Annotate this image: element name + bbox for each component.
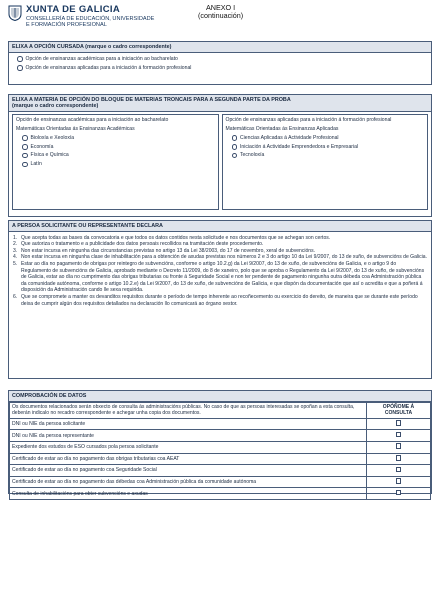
oppose-checkbox[interactable] xyxy=(396,455,402,461)
section-title: COMPROBACIÓN DE DATOS xyxy=(9,391,431,402)
table-row: Certificado de estar ao día no pagamento das débedas coa Administración pública da comunidade autónoma xyxy=(10,476,431,488)
xunta-emblem-icon xyxy=(8,5,22,21)
oppose-header: OPÓÑOME Á CONSULTA xyxy=(367,402,431,418)
oppose-checkbox[interactable] xyxy=(396,443,402,449)
declaration-list xyxy=(9,232,431,308)
table-intro: Os documentos relacionados serán obxecto de consulta ás administracións públicas. No caso de que as persoas interesadas se opoñan a esta consulta, deberán indicalo no recadro correspondente e achegar unha copia dos documentos. xyxy=(10,402,367,418)
option-academicas-row[interactable]: Opción de ensinanzas académicas para a iniciación ao bacharelato xyxy=(9,55,431,64)
table-row: DNI ou NIE da persoa representante xyxy=(10,430,431,442)
radio-button[interactable] xyxy=(232,153,238,159)
table-row: DNI ou NIE da persoa solicitante xyxy=(10,418,431,430)
table-row: Expediente dos estudos de ESO cursados pola persoa solicitante xyxy=(10,441,431,453)
declaration-section xyxy=(8,220,432,379)
option-cursada-section xyxy=(8,41,432,85)
subject-option[interactable]: Economía xyxy=(16,143,215,152)
radio-button[interactable] xyxy=(22,153,28,159)
option-aplicadas-row[interactable]: Opción de ensinanzas aplicadas para a iniciación á formación profesional xyxy=(9,64,431,73)
subject-option[interactable]: Ciencias Aplicadas á Actividade Profesional xyxy=(226,134,425,143)
list-item: 1. Que acepta todas as bases da convocatoria e que todos os datos contidos nesta solicitude e nos documentos que se achegan son certos. xyxy=(13,234,331,241)
verification-table xyxy=(9,402,431,500)
subject-option[interactable]: Física e Química xyxy=(16,151,215,160)
oppose-checkbox[interactable] xyxy=(396,490,402,496)
oppose-checkbox[interactable] xyxy=(396,478,402,484)
list-item: 4. Non estar incursa en ningunha clase de inhabilitación para a obtención de axudas previstas nos números 2 e 3 do artigo 10 da Lei 9/2007, do 13 de xuño, de subvencións de Galicia. xyxy=(13,254,427,261)
page-header xyxy=(8,4,432,38)
section-title: ELIXA A OPCIÓN CURSADA (marque o cadro correspondente) xyxy=(9,42,431,53)
oppose-checkbox[interactable] xyxy=(396,420,402,426)
subject-option[interactable]: Bioloxía e Xeoloxía xyxy=(16,134,215,143)
radio-button[interactable] xyxy=(22,135,28,141)
radio-button[interactable] xyxy=(22,162,28,168)
annex-title: ANEXO I (continuación) xyxy=(198,3,244,21)
table-header-row xyxy=(10,402,431,418)
list-item: 6. Que se compromete a manter os devanditos requisitos durante o período de tempo inherente ao recoñecemento ou exercicio do dereito, de maneira que se durante este período deixa de cumprir algún dos requisitos detallados na declaración llo comunicará ao órgano xestor. xyxy=(13,293,418,307)
table-row: Certificado de estar ao día no pagamento das obrigas tributarias coa AEAT xyxy=(10,453,431,465)
brand-name: XUNTA DE GALICIA xyxy=(26,4,120,15)
radio-button[interactable] xyxy=(17,56,23,62)
conselleria-name: CONSELLERÍA DE EDUCACIÓN, UNIVERSIDADE E FORMACIÓN PROFESIONAL xyxy=(26,16,155,29)
section-title: A PERSOA SOLICITANTE OU REPRESENTANTE DECLARA xyxy=(9,221,431,232)
section-title: ELIXA A MATERIA DE OPCIÓN DO BLOQUE DE MATERIAS TRONCAIS PARA A SEGUNDA PARTE DA PROBA (marque o cadro correspondente) xyxy=(9,95,431,112)
radio-button[interactable] xyxy=(17,65,23,71)
list-item: 2. Que autoriza o tratamento e a publicidade dos datos persoais recollidos na tramitación deste procedemento. xyxy=(13,241,264,248)
oppose-checkbox[interactable] xyxy=(396,467,402,473)
table-row: Certificado de estar ao día no pagamento coa Seguridade Social xyxy=(10,465,431,477)
radio-button[interactable] xyxy=(22,144,28,150)
table-row: Consulta de inhabilitacións para obter subvencións e axudas xyxy=(10,488,431,500)
subject-option[interactable]: Tecnoloxía xyxy=(226,151,425,160)
radio-button[interactable] xyxy=(232,135,238,141)
subject-option[interactable]: Latín xyxy=(16,160,215,169)
oppose-checkbox[interactable] xyxy=(396,432,402,438)
aplicadas-column: Opción de ensinanzas aplicadas para a iniciación á formación profesional Matemáticas Orientadas ás Ensinanzas Aplicadas Ciencias Aplicadas á Actividade Profesional Iniciación á Actividade Emprendedora e Empresarial Tecnoloxía xyxy=(222,114,429,210)
subject-option[interactable]: Iniciación á Actividade Emprendedora e Empresarial xyxy=(226,143,425,152)
radio-button[interactable] xyxy=(232,144,238,150)
list-item: 3. Non estar incursa en ningunha das circunstancias previstas no artigo 13 da Lei 38/2003, do 17 de novembro, xeral de subvencións. xyxy=(13,247,316,254)
list-item: 5. Estar ao día no pagamento de obrigas por reintegro de subvencións, conforme o artigo 10.2.g) da Lei 9/2007, do 13 de xuño, de subvencións de Galicia, e o artigo 9 do Regulamento de subvencións de Galicia, aprobado mediante o Decreto 11/2009, do 8 de xaneiro, polo que se aproba o Regulamento da Lei 9/2007, do 13 de xuño, de subvencións de Galicia, estar ao día no cumprimento das obrigas tributarias ou fronte á Seguridade Social e non ter pendente de pagamento ningunha outra débeda coa Administración pública da comunidade autónoma, conforme o artigo 10.2.e) da Lei 9/2007, do 13 de xuño, de subvencións de Galicia, e que dispón da documentación que así o acredita e que a poñerá á disposición da Administración cando lle sexa requirida. xyxy=(13,260,425,294)
materia-opcion-section xyxy=(8,94,432,217)
data-verification-section xyxy=(8,390,432,497)
academicas-column: Opción de ensinanzas académicas para a iniciación ao bacharelato Matemáticas Orientadas ás Ensinanzas Académicas Bioloxía e Xeoloxía Economía Física e Química Latín xyxy=(12,114,219,210)
